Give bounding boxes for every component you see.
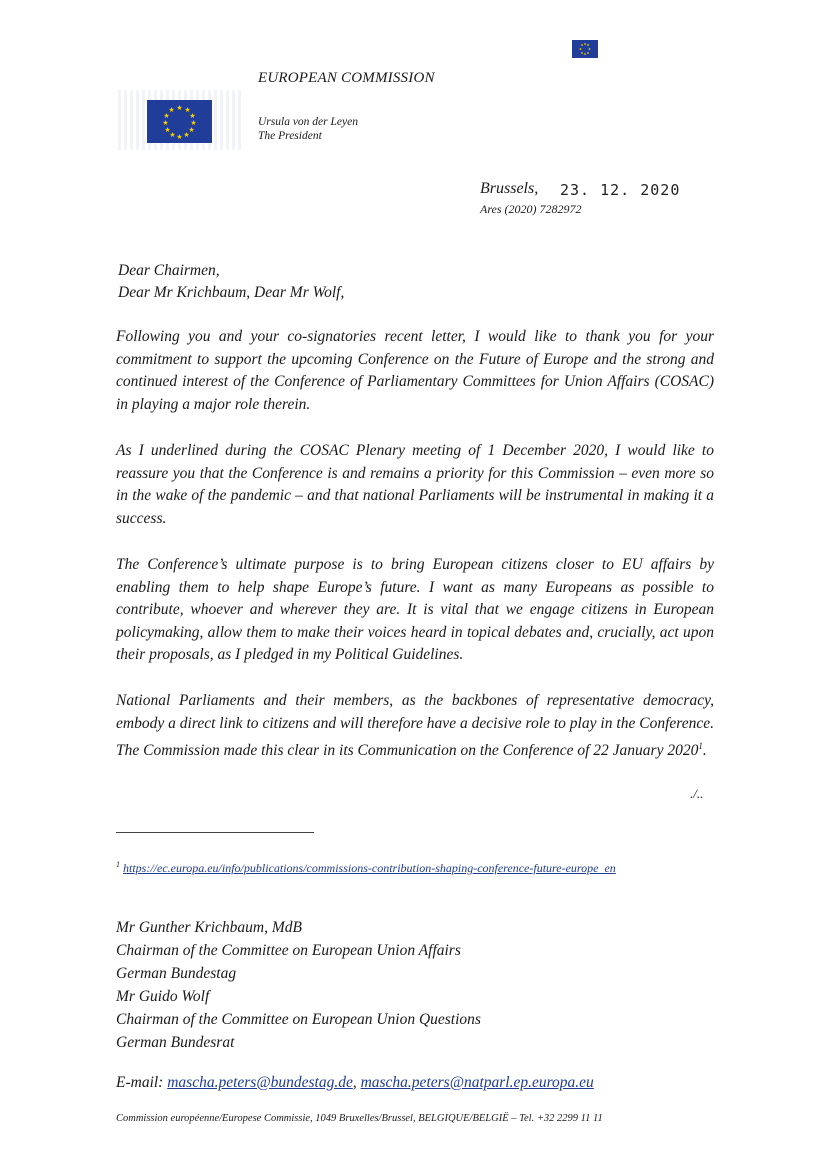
svg-text:★: ★ (164, 126, 171, 134)
svg-text:★: ★ (162, 119, 169, 127)
body-paragraph-3: The Conference’s ultimate purpose is to bring European citizens closer to EU affairs by enabling them to help shape Europe’s future. I want as many Europeans as possible to contribute, whoever and wherever they are. It is vital that we engage citizens in European policymaking, allow them to make their voices heard in topical debates and, crucially, act upon their proposals, as I pledged in my Political Guidelines. (116, 556, 714, 663)
body-paragraph-1: Following you and your co-signatories recent letter, I would like to thank you for your commitment to support the upcoming Conference on the Future of Europe and the strong and continued interest of the Conference of Parliamentary Committees for Union Affairs (COSAC) in playing a major role therein. (116, 328, 714, 413)
salutation-line-1: Dear Chairmen, (118, 262, 220, 279)
footnote (116, 860, 616, 876)
svg-text:★: ★ (168, 106, 175, 114)
body-paragraph-4-text: National Parliaments and their members, as the backbones of representative democracy, embody a direct link to citizens and will therefore have a decisive role to play in the Conference. The Commission made this clear in its Communication on the Conference of 22 January 2020 (116, 692, 714, 760)
addressee-line: Chairman of the Committee on European Union Questions (116, 1011, 481, 1028)
svg-text:★: ★ (176, 104, 183, 112)
email-line (116, 1074, 594, 1092)
date-stamp: 23. 12. 2020 (560, 181, 681, 199)
svg-text:★: ★ (189, 112, 196, 120)
addressee-line: Mr Gunther Krichbaum, MdB (116, 919, 302, 936)
addressee-line: Mr Guido Wolf (116, 988, 210, 1005)
dateline-city: Brussels, (480, 180, 539, 197)
svg-text:★: ★ (169, 131, 176, 139)
salutation-line-2: Dear Mr Krichbaum, Dear Mr Wolf, (118, 284, 345, 301)
president-title: The President (258, 130, 322, 142)
eu-flag-icon (147, 100, 212, 143)
ares-reference: Ares (2020) 7282972 (480, 202, 582, 216)
email-link-natparl[interactable]: mascha.peters@natparl.ep.europa.eu (360, 1074, 594, 1091)
addressee-line: German Bundestag (116, 965, 237, 982)
footnote-link[interactable]: https://ec.europa.eu/info/publications/commissions-contribution-shaping-conference-future-europe_en (123, 861, 616, 875)
salutation (118, 260, 344, 304)
addressee-line: Chairman of the Committee on European Union Affairs (116, 942, 461, 959)
footnote-number: 1 (116, 860, 120, 869)
svg-text:★: ★ (183, 131, 190, 139)
svg-text:★: ★ (184, 106, 191, 114)
svg-text:★: ★ (163, 112, 170, 120)
eu-flag-small-icon (572, 40, 598, 58)
page-footer: Commission européenne/Europese Commissie, 1049 Bruxelles/Brussel, BELGIQUE/BELGIË – Tel. +32 2299 11 11 (116, 1113, 603, 1124)
email-link-bundestag[interactable]: mascha.peters@bundestag.de (167, 1074, 353, 1091)
body-paragraph-4-end: . (702, 742, 707, 760)
president-name: Ursula von der Leyen (258, 116, 358, 128)
body-paragraph-2: As I underlined during the COSAC Plenary meeting of 1 December 2020, I would like to reassure you that the Conference is and remains a priority for this Commission – even more so in the wake of the pandemic – and that national Parliaments will be instrumental in making it a success. (116, 442, 714, 527)
continuation-mark: ./.. (690, 786, 704, 801)
addressee-line: German Bundesrat (116, 1034, 235, 1051)
body-paragraph-4 (116, 690, 714, 763)
email-label: E-mail: (116, 1074, 164, 1091)
footnote-divider (116, 832, 314, 833)
email-separator: , (352, 1074, 357, 1091)
footnote-reference[interactable]: 1 (698, 741, 703, 751)
svg-text:★: ★ (188, 126, 195, 134)
addressee-block (116, 916, 481, 1054)
organisation-name: EUROPEAN COMMISSION (258, 70, 435, 86)
svg-text:★: ★ (176, 133, 183, 141)
svg-text:★: ★ (190, 119, 197, 127)
